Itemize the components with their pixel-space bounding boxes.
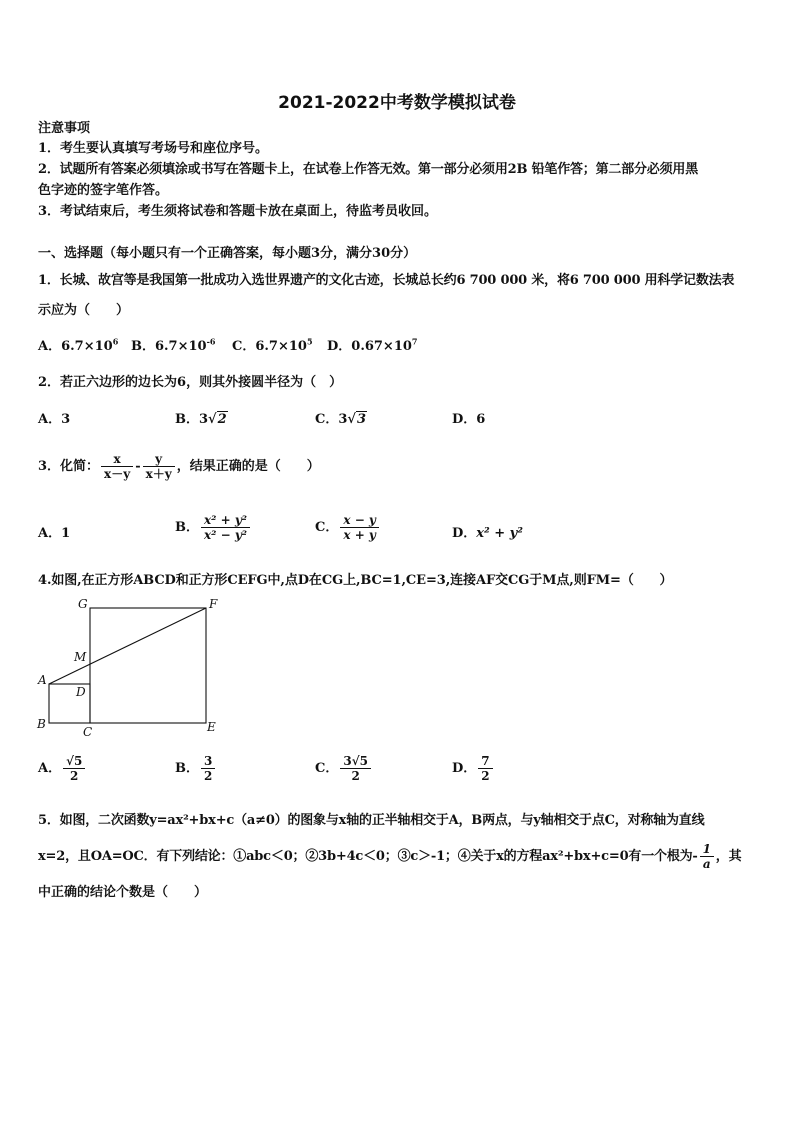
label-m: M	[74, 650, 87, 664]
q4-figure	[34, 594, 224, 740]
q4-stem: 4.如图,在正方形ABCD和正方形CEFG中,点D在CG上,BC=1,CE=3,连接AF交CG于M点,则FM=（ ）	[38, 573, 673, 588]
q5-stem-line2: x=2，且OA=OC．有下列结论：①abc＜0；②3b+4c＜0；③c＞-1；④关于x的方程ax²+bx+c=0有一个根为- $\frac{1}{a}$ ，其	[38, 842, 742, 871]
section-heading: 一、选择题（每小题只有一个正确答案，每小题3分，满分30分）	[38, 246, 417, 261]
label-c: C	[83, 725, 93, 739]
notice-heading: 注意事项	[38, 121, 91, 136]
q3-option-c: C． $\frac{x - y}{x + y}$	[315, 513, 381, 542]
label-f: F	[209, 597, 218, 611]
q5-stem-line1: 5．如图，二次函数y=ax²+bx+c（a≠0）的图象与x轴的正半轴相交于A，B两点，与y轴相交于点C，对称轴为直线	[38, 813, 705, 828]
label-g: G	[78, 597, 88, 611]
q1-option-d: D．$0.67\times 10^7$	[327, 336, 418, 354]
notice-item-1: 1．考生要认真填写考场号和座位序号。	[38, 141, 269, 156]
q1-stem-line1: 1．长城、故宫等是我国第一批成功入选世界遗产的文化古迹，长城总长约6 700 000 米，将6 700 000 用科学记数法表	[38, 273, 735, 288]
q3-option-a: A．1	[38, 526, 71, 541]
q2-option-d: D．6	[452, 412, 486, 427]
q1-option-a: A．$6.7\times 10^6$	[38, 336, 119, 354]
label-a: A	[38, 673, 47, 687]
q3-option-d: D．x² + y²	[452, 526, 523, 541]
label-e: E	[207, 720, 216, 734]
notice-item-3: 3．考试结束后，考生须将试卷和答题卡放在桌面上，待监考员收回。	[38, 204, 438, 219]
q4-option-d: D． $\frac{7}{2}$	[452, 754, 495, 783]
notice-item-2-cont: 色字迹的签字笔作答。	[38, 183, 169, 198]
q4-option-c: C． $\frac{3√5}{2}$	[315, 754, 373, 783]
q1-stem-line2: 示应为（ ）	[38, 303, 130, 318]
label-b: B	[37, 717, 46, 731]
q5-stem-line3: 中正确的结论个数是（ ）	[38, 885, 208, 900]
q2-option-a: A．3	[38, 412, 71, 427]
q3-option-b: B． $\frac{\text{x² + y²}}{\text{x² − y²}}$	[175, 513, 252, 542]
q2-option-b: B．3√2	[175, 412, 227, 427]
segment-af	[49, 608, 206, 684]
notice-item-2: 2．试题所有答案必须填涂或书写在答题卡上，在试卷上作答无效。第一部分必须用2B 铅笔作答；第二部分必须用黑	[38, 162, 699, 177]
q4-option-a: A． $\frac{√5}{2}$	[38, 754, 87, 783]
page-title: 2021-2022中考数学模拟试卷	[278, 93, 516, 113]
q3-stem: 3．化简： $\frac{x}{x-y}$ - $\frac{y}{x+y}$ ，结果正确的是（ ）	[38, 452, 320, 481]
q2-stem: 2．若正六边形的边长为6，则其外接圆半径为（ ）	[38, 375, 343, 390]
q1-option-c: C．$6.7\times 10^5$	[232, 336, 313, 354]
q2-option-c: C．3√3	[315, 412, 366, 427]
q4-option-b: B． $\frac{3}{2}$	[175, 754, 217, 783]
square-cefg	[90, 608, 206, 723]
q1-option-b: B．$6.7\times 10^{-6}$	[131, 336, 216, 354]
label-d: D	[76, 685, 86, 699]
